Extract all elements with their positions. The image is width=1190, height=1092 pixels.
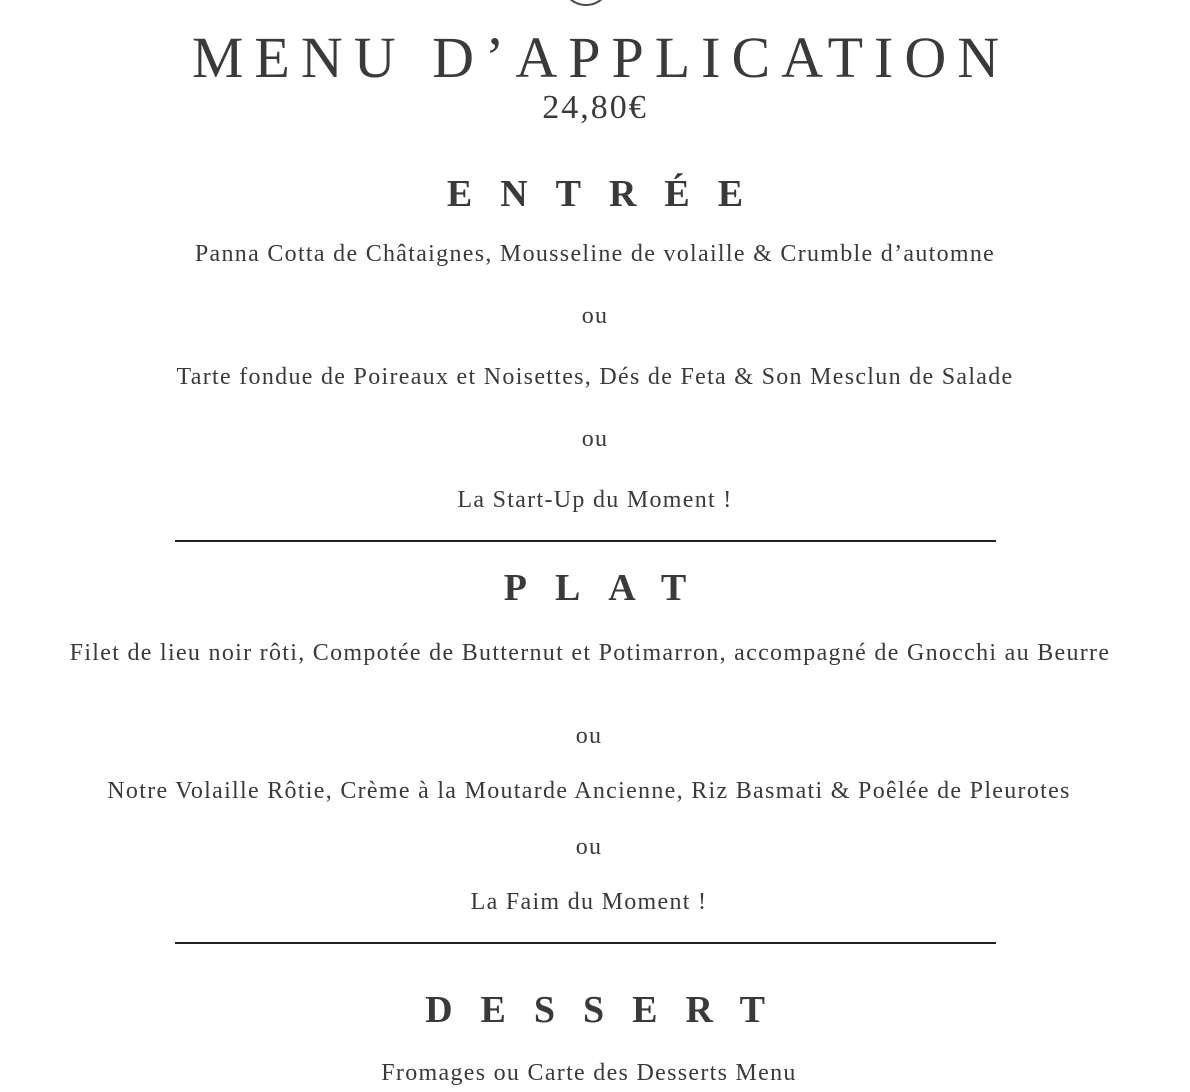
plat-dish-2: Notre Volaille Rôtie, Crème à la Moutarde Ancienne, Riz Basmati & Poêlée de Pleurotes [107,778,1071,804]
section-divider [175,942,996,944]
plat-dish-3: La Faim du Moment ! [470,889,708,915]
entree-dish-2: Tarte fondue de Poireaux et Noisettes, Dés de Feta & Son Mesclun de Salade [176,364,1014,390]
entree-separator-1: ou [581,303,609,329]
section-heading-plat: PLAT [503,567,715,609]
entree-separator-2: ou [581,426,609,452]
plat-separator-2: ou [575,834,603,860]
entree-dish-3: La Start-Up du Moment ! [457,487,733,513]
logo-emblem [561,0,611,6]
entree-dish-1: Panna Cotta de Châtaignes, Mousseline de volaille & Crumble d’automne [194,241,996,267]
section-heading-dessert: DESSERT [425,989,793,1031]
menu-title: MENU D’APPLICATION [191,25,1011,90]
section-divider [175,540,996,542]
menu-price: 24,80€ [542,89,648,126]
plat-separator-1: ou [575,723,603,749]
plat-dish-1: Filet de lieu noir rôti, Compotée de Butternut et Potimarron, accompagné de Gnocchi au Beurre [69,640,1111,666]
section-heading-entree: ENTRÉE [446,173,772,215]
dessert-dish-1: Fromages ou Carte des Desserts Menu [381,1060,797,1086]
